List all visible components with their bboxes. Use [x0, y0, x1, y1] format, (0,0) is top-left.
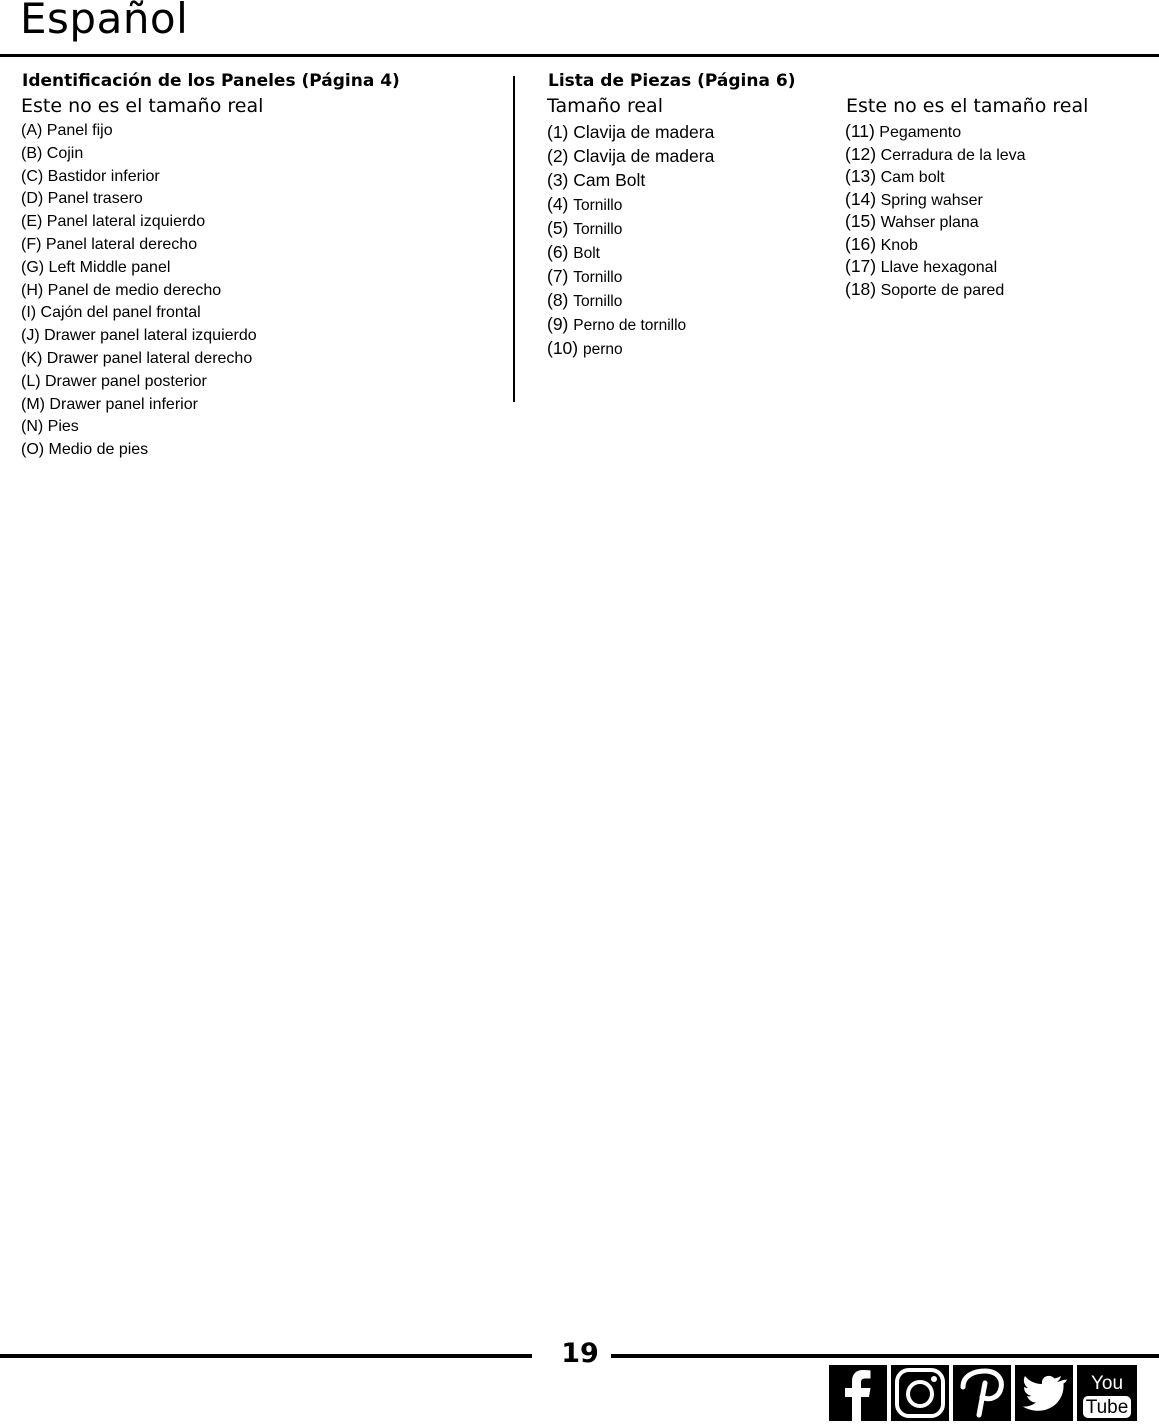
pinterest-icon[interactable] — [953, 1365, 1011, 1421]
part-number: (4) — [547, 194, 569, 214]
part-item — [547, 120, 714, 144]
part-number: (2) — [547, 146, 569, 166]
part-number: (15) — [845, 211, 877, 231]
panel-item: (B) Cojin — [21, 144, 84, 162]
part-number: (7) — [547, 266, 569, 286]
part-item — [845, 165, 1026, 188]
panel-item: (K) Drawer panel lateral derecho — [21, 349, 253, 367]
part-number: (14) — [845, 188, 877, 209]
part-label: Spring wahser — [880, 191, 983, 209]
panels-heading: Identificación de los Paneles (Página 4) — [22, 71, 400, 91]
footer-rule-right — [611, 1354, 1159, 1358]
part-label: Cam bolt — [880, 169, 945, 186]
part-item — [547, 264, 714, 288]
part-number: (17) — [845, 256, 877, 276]
part-label: Wahser plana — [880, 214, 979, 231]
youtube-icon[interactable] — [1077, 1365, 1137, 1421]
youtube-text-top: You — [1090, 1373, 1124, 1394]
part-item — [547, 336, 714, 360]
part-label: Perno de tornillo — [573, 317, 687, 334]
part-label: Cam Bolt — [573, 170, 646, 190]
panel-item: (G) Left Middle panel — [21, 258, 171, 276]
part-label: Tornillo — [573, 269, 623, 286]
panel-item: (H) Panel de medio derecho — [21, 281, 222, 299]
part-item — [547, 168, 714, 192]
part-item — [845, 188, 1026, 211]
part-item — [547, 144, 714, 168]
parts-list-col2 — [845, 120, 1026, 300]
part-number: (10) — [547, 338, 579, 358]
part-item — [547, 240, 714, 264]
header-divider — [0, 54, 1159, 57]
panel-item: (I) Cajón del panel frontal — [21, 304, 201, 322]
part-number: (3) — [547, 170, 569, 190]
panels-subheading: Este no es el tamaño real — [21, 95, 264, 117]
part-label: Tornillo — [573, 197, 623, 214]
twitter-icon[interactable] — [1015, 1365, 1073, 1421]
parts-col2-subheading: Este no es el tamaño real — [846, 95, 1089, 117]
part-number: (8) — [547, 290, 569, 310]
part-number: (13) — [845, 166, 877, 186]
part-number: (16) — [845, 233, 877, 254]
part-label: Tornillo — [573, 293, 623, 310]
part-item — [547, 192, 714, 216]
part-item — [547, 216, 714, 240]
instagram-icon[interactable] — [891, 1365, 949, 1421]
page-title: Español — [20, 0, 189, 43]
part-label: perno — [583, 341, 623, 358]
panel-item: (N) Pies — [21, 418, 79, 436]
footer-rule-left — [0, 1354, 532, 1358]
panel-item: (L) Drawer panel posterior — [21, 372, 207, 390]
part-number: (9) — [547, 314, 569, 334]
parts-list-col1 — [547, 120, 714, 360]
panel-item: (O) Medio de pies — [21, 441, 149, 459]
parts-col1-subheading: Tamaño real — [547, 95, 663, 117]
part-item — [547, 288, 714, 312]
part-label: Bolt — [573, 245, 600, 262]
part-item — [845, 255, 1026, 278]
page-number: 19 — [561, 1338, 599, 1369]
part-number: (18) — [845, 278, 877, 299]
panel-item: (J) Drawer panel lateral izquierdo — [21, 327, 257, 345]
panel-item: (M) Drawer panel inferior — [21, 395, 198, 413]
panel-item: (A) Panel fijo — [21, 122, 113, 139]
part-item — [845, 278, 1026, 301]
panel-item: (C) Bastidor inferior — [21, 167, 160, 185]
panel-item: (E) Panel lateral izquierdo — [21, 213, 206, 231]
part-item — [845, 120, 1026, 143]
part-item — [845, 210, 1026, 233]
part-number: (11) — [845, 121, 875, 141]
part-number: (5) — [547, 218, 569, 238]
part-label: Knob — [880, 236, 918, 254]
part-item — [845, 233, 1026, 256]
facebook-icon[interactable] — [829, 1365, 887, 1421]
part-number: (12) — [845, 143, 877, 164]
part-label: Cerradura de la leva — [880, 146, 1026, 164]
part-label: Clavija de madera — [573, 146, 715, 166]
youtube-text-bottom: Tube — [1085, 1397, 1129, 1418]
part-item — [845, 143, 1026, 166]
part-label: Tornillo — [573, 221, 623, 238]
panel-item: (F) Panel lateral derecho — [21, 235, 198, 253]
parts-heading: Lista de Piezas (Página 6) — [548, 71, 796, 91]
part-label: Llave hexagonal — [880, 259, 998, 276]
part-item — [547, 312, 714, 336]
part-label: Soporte de pared — [880, 281, 1005, 299]
part-label: Pegamento — [879, 124, 962, 141]
part-number: (6) — [547, 242, 569, 262]
column-divider — [513, 76, 515, 402]
panel-item: (D) Panel trasero — [21, 190, 143, 208]
part-label: Clavija de madera — [573, 122, 715, 142]
panels-list — [21, 120, 257, 462]
part-number: (1) — [547, 122, 569, 142]
